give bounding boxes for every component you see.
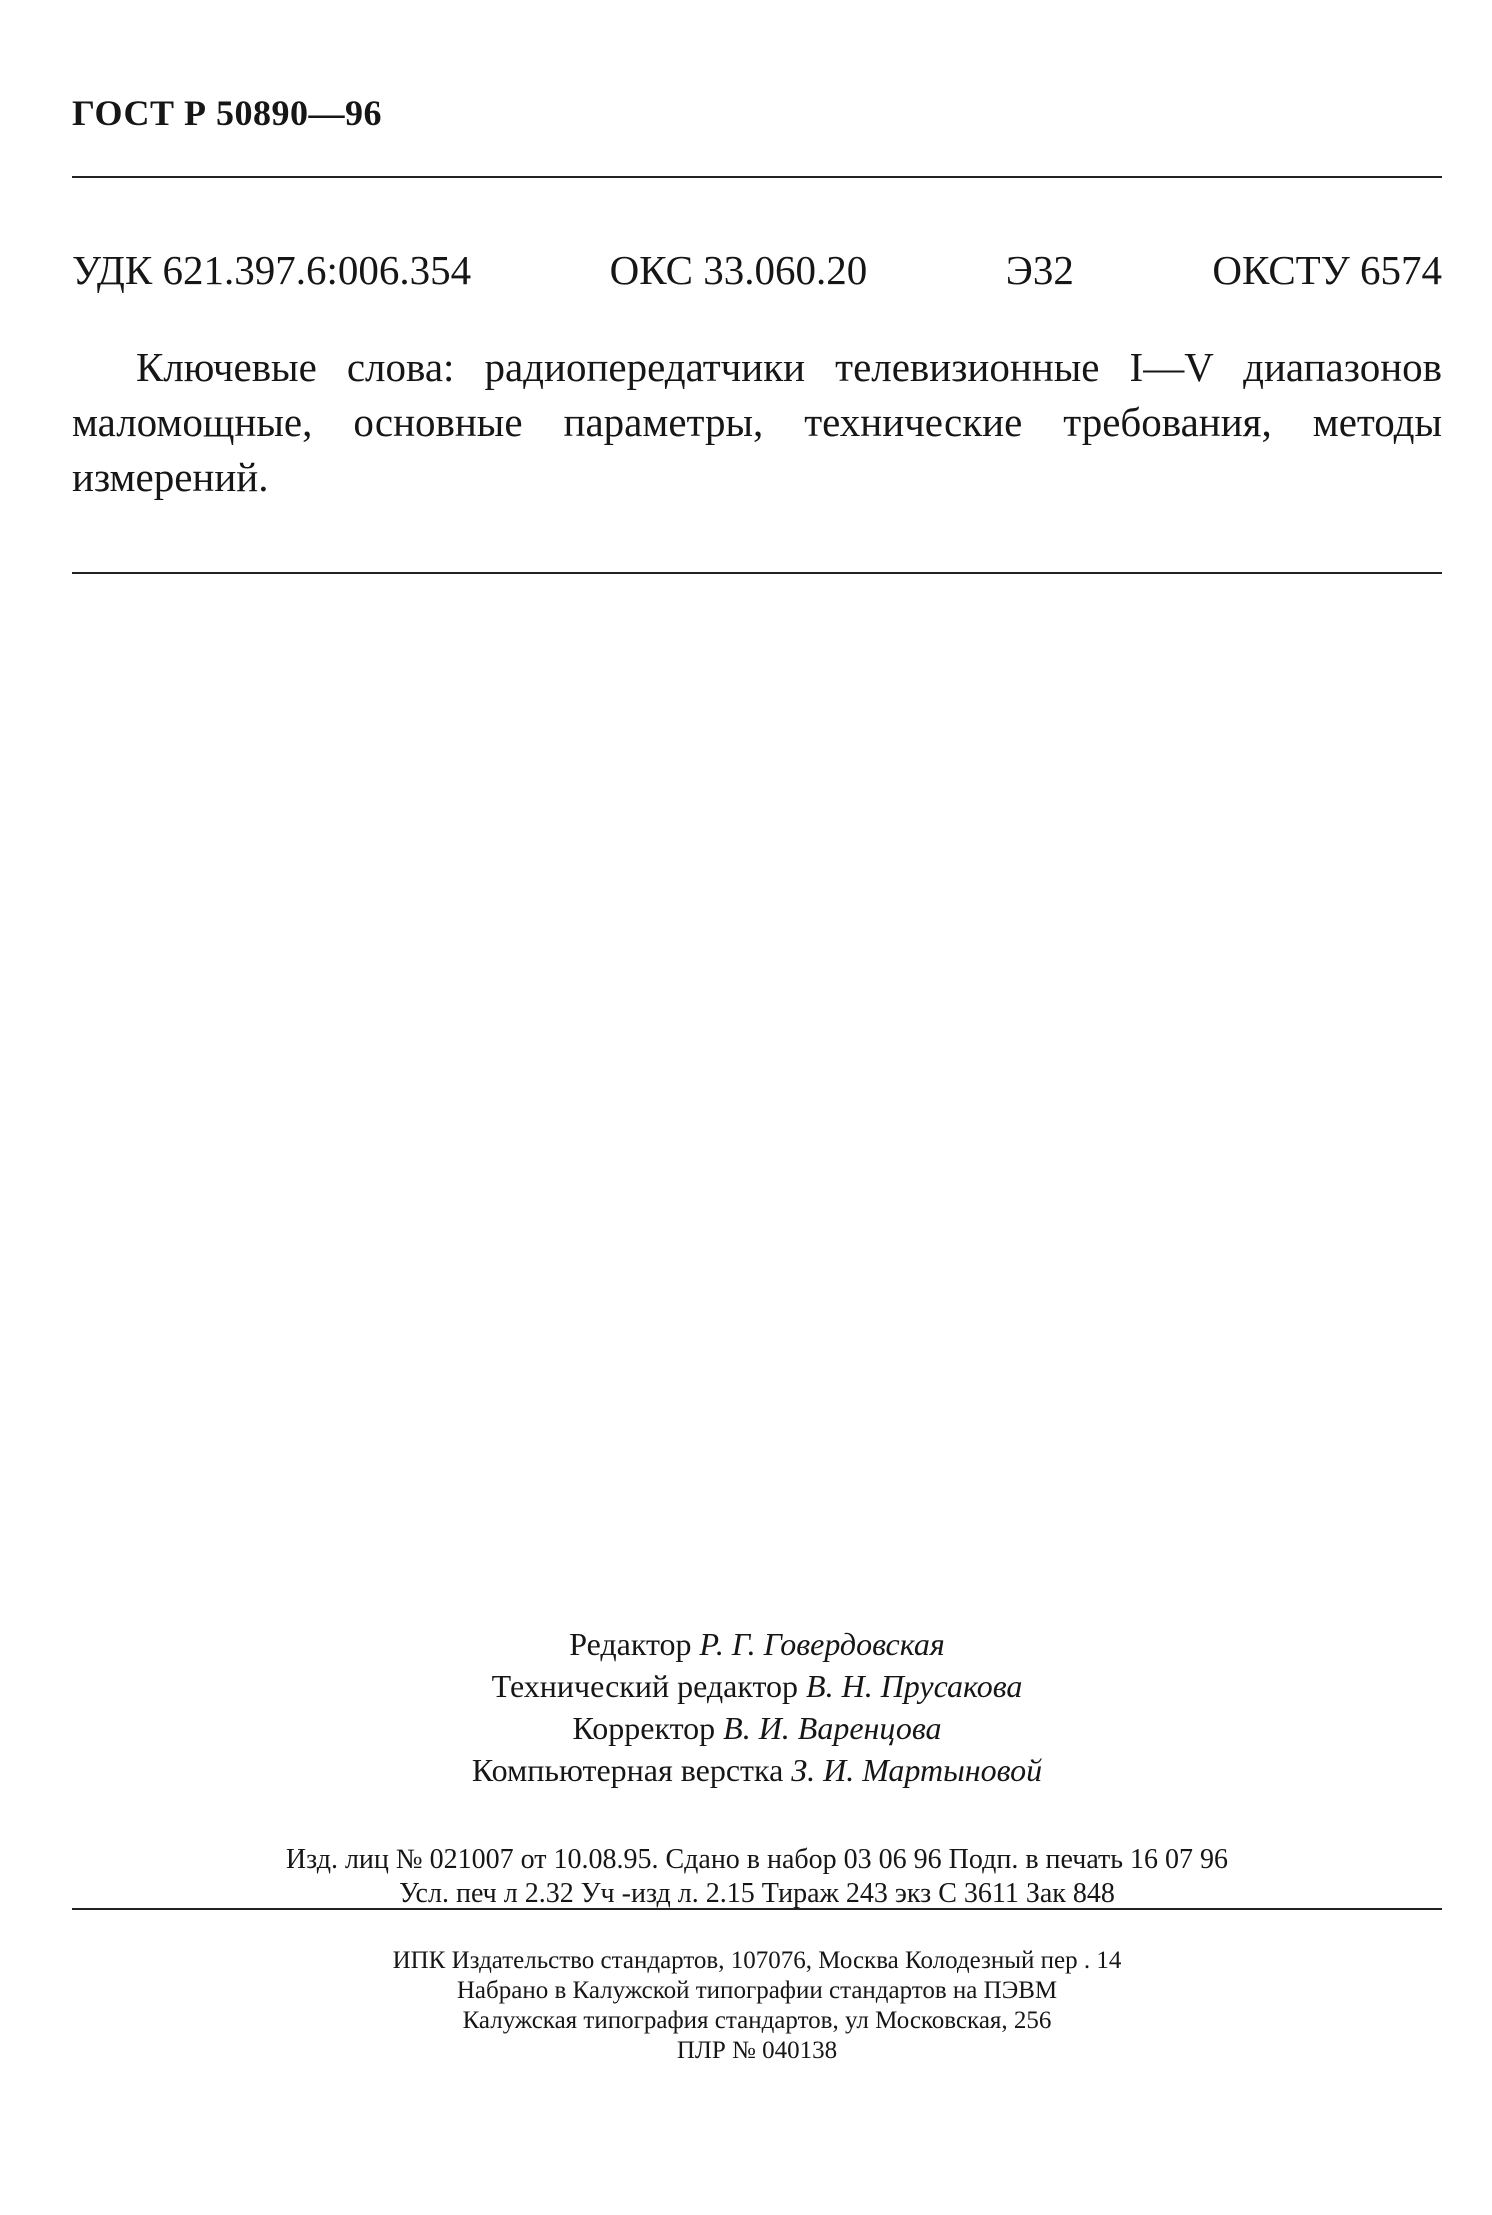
classification-codes <box>72 246 1442 294</box>
oks-code: ОКС 33.060.20 <box>609 247 868 293</box>
credit-role: Корректор <box>572 1710 716 1746</box>
imprint-divider <box>72 1908 1442 1910</box>
publication-info <box>72 1843 1442 1911</box>
printer-line: Набрано в Калужской типографии стандартов на ПЭВМ <box>456 1977 1058 2004</box>
credit-line-proofreader <box>72 1707 1442 1749</box>
credit-name: В. И. Варенцова <box>723 1710 942 1746</box>
credit-role: Компьютерная верстка <box>471 1752 784 1788</box>
credit-name: Р. Г. Говердовская <box>699 1626 945 1662</box>
document-header: ГОСТ Р 50890—96 <box>72 93 382 133</box>
printer-imprint <box>72 1946 1442 2066</box>
credit-name: В. Н. Прусакова <box>806 1668 1023 1704</box>
e-code: Э32 <box>1005 247 1074 293</box>
credit-line-layout <box>72 1749 1442 1791</box>
publication-line: Усл. печ л 2.32 Уч -изд л. 2.15 Тираж 243 экз С 3611 Зак 848 <box>399 1878 1115 1909</box>
printer-line: ИПК Издательство стандартов, 107076, Москва Колодезный пер . 14 <box>392 1947 1122 1974</box>
publication-line: Изд. лиц № 021007 от 10.08.95. Сдано в набор 03 06 96 Подп. в печать 16 07 96 <box>285 1844 1229 1875</box>
credit-role: Технический редактор <box>491 1668 799 1704</box>
keywords-divider <box>72 572 1442 574</box>
printer-line: Калужская типография стандартов, ул Московская, 256 <box>462 2007 1052 2034</box>
editorial-credits <box>72 1623 1442 1791</box>
credit-name: З. И. Мартыновой <box>791 1752 1043 1788</box>
credit-line-tech-editor <box>72 1665 1442 1707</box>
okstu-code: ОКСТУ 6574 <box>1212 247 1442 293</box>
credit-line-editor <box>72 1623 1442 1665</box>
credit-role: Редактор <box>569 1626 692 1662</box>
printer-line: ПЛР № 040138 <box>676 2037 838 2064</box>
udk-code: УДК 621.397.6:006.354 <box>72 247 472 293</box>
top-divider <box>72 176 1442 178</box>
keywords-paragraph: Ключевые слова: радиопередатчики телевизионные I—V диапазонов маломощные, основные параметры, технические требования, методы измерений. <box>72 344 1442 500</box>
